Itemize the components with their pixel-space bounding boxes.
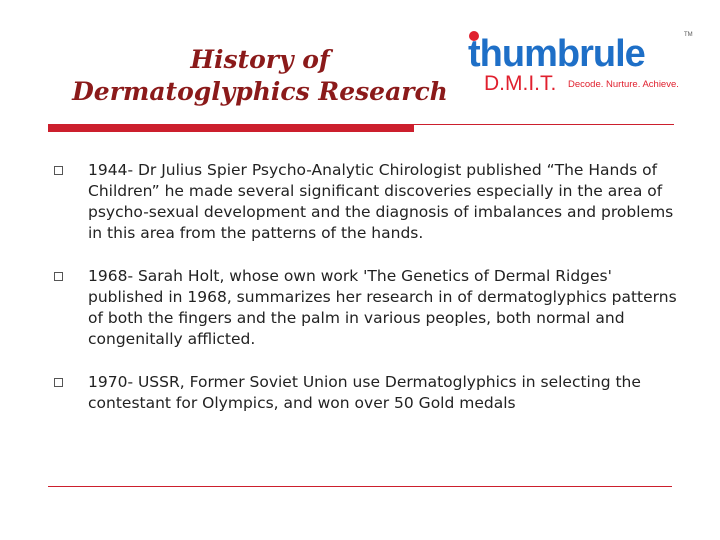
history-list: [48, 160, 678, 436]
list-item: [48, 266, 678, 350]
logo-tagline: Decode. Nurture. Achieve.: [568, 79, 679, 90]
thumbrule-logo: [462, 24, 702, 100]
title-line-2: Dermatoglyphics Research: [72, 77, 448, 106]
list-item-text: 1970- USSR, Former Soviet Union use Dermatoglyphics in selecting the contestant for Olympics, and won over 50 Gold medals: [88, 373, 641, 412]
list-item-text: 1968- Sarah Holt, whose own work 'The Genetics of Dermal Ridges' published in 1968, summarizes her research in of dermatoglyphics patterns of both the fingers and the palm in various peoples, both normal and congenitally afflicted.: [88, 267, 677, 348]
logo-sub: D.M.I.T.: [484, 72, 557, 95]
list-item-text: 1944- Dr Julius Spier Psycho-Analytic Chirologist published “The Hands of Children” he made several significant discoveries especially in the area of psycho-sexual development and the diagnosis of imbalances and problems in this area from the patterns of the hands.: [88, 161, 674, 242]
logo-brand: thumbrule: [468, 33, 645, 75]
square-bullet-icon: [54, 166, 63, 175]
title-underline-line: [414, 124, 674, 125]
title-line-1: History of: [190, 45, 330, 74]
slide-title: [40, 44, 480, 108]
square-bullet-icon: [54, 272, 63, 281]
square-bullet-icon: [54, 378, 63, 387]
logo-tm: TM: [684, 32, 693, 38]
title-underline-bar: [48, 124, 414, 132]
footer-divider: [48, 486, 672, 487]
list-item: [48, 372, 678, 414]
list-item: [48, 160, 678, 244]
